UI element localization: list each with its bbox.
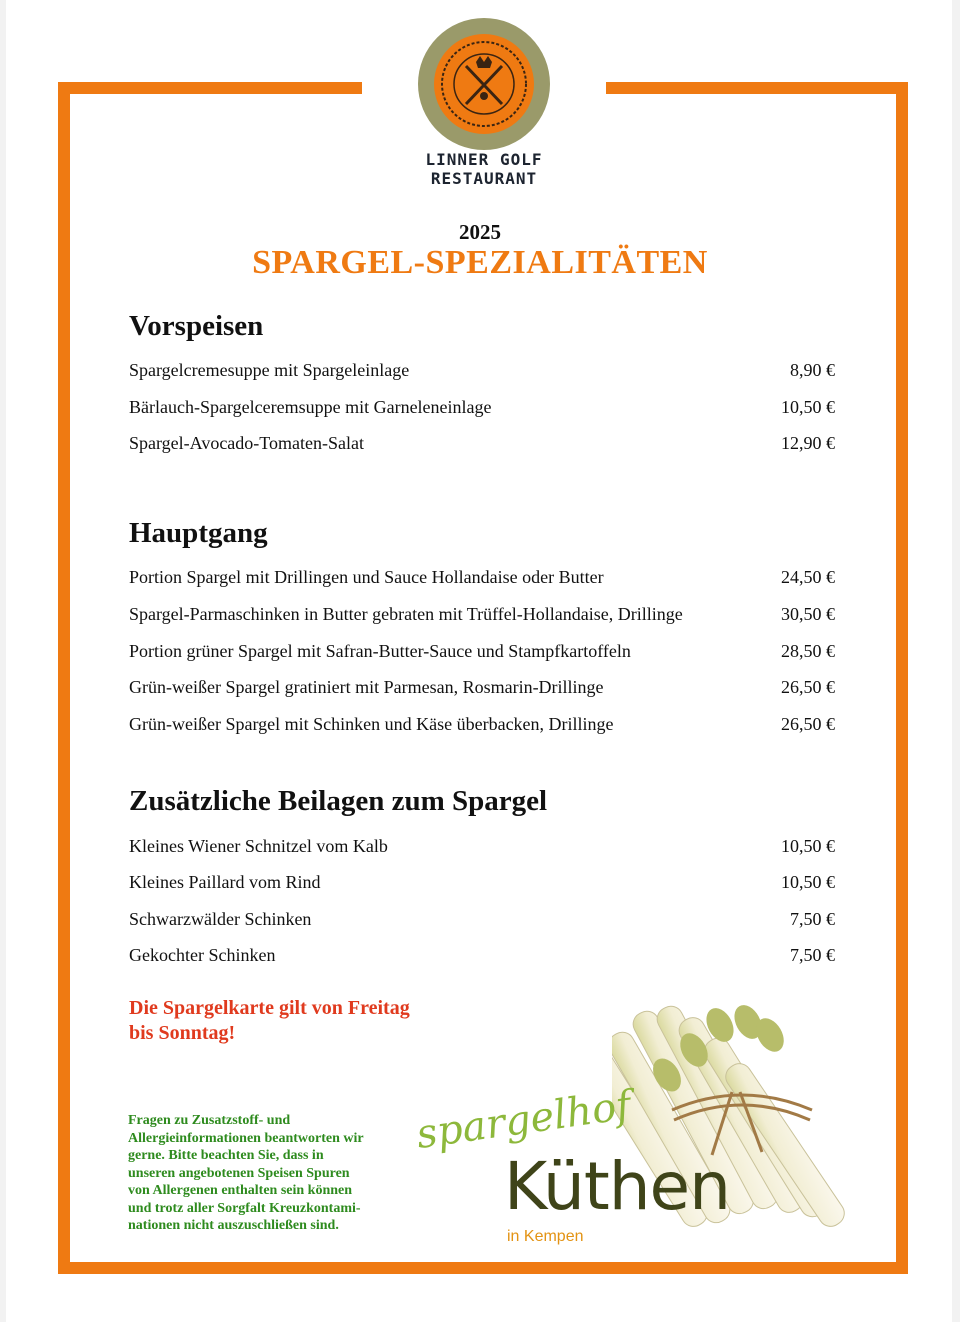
allergy-info <box>128 1112 408 1235</box>
menu-item-name: Spargel-Parmaschinken in Butter gebraten mit Trüffel-Hollandaise, Drillinge <box>129 604 683 624</box>
menu-item-price: 26,50 € <box>781 714 835 734</box>
allergy-line: Fragen zu Zusatzstoff- und <box>128 1113 291 1128</box>
allergy-line: Allergieinformationen beantworten wir <box>128 1130 364 1146</box>
sponsor-location: in Kempen <box>507 1228 584 1245</box>
menu-item-price: 28,50 € <box>781 641 835 661</box>
notice-line-2: bis Sonntag! <box>129 1022 236 1044</box>
menu-item-price: 7,50 € <box>790 945 835 965</box>
menu-item-price: 30,50 € <box>781 604 835 624</box>
section-title-vorspeisen: Vorspeisen <box>129 310 264 342</box>
logo-wordmark <box>380 150 588 188</box>
frame-bottom <box>58 1262 908 1274</box>
availability-notice <box>129 996 489 1046</box>
menu-item-name: Kleines Paillard vom Rind <box>129 872 321 892</box>
golf-clubs-crest-icon <box>418 18 550 150</box>
menu-item-price: 10,50 € <box>781 836 835 856</box>
menu-item-name: Portion grüner Spargel mit Safran-Butter-Sauce und Stampfkartoffeln <box>129 641 631 661</box>
menu-item-name: Portion Spargel mit Drillingen und Sauce Hollandaise oder Butter <box>129 567 604 587</box>
frame-top-left <box>58 82 362 94</box>
frame-top-right <box>606 82 908 94</box>
allergy-line: gerne. Bitte beachten Sie, dass in <box>128 1148 324 1163</box>
section-title-hauptgang: Hauptgang <box>129 517 268 549</box>
allergy-line: nationen nicht auszuschließen sind. <box>128 1218 339 1233</box>
sponsor-name: Küthen <box>504 1148 730 1225</box>
menu-item-name: Spargel-Avocado-Tomaten-Salat <box>129 433 364 453</box>
menu-item-price: 8,90 € <box>790 360 835 380</box>
menu-year: 2025 <box>459 220 501 244</box>
frame-right <box>896 82 908 1274</box>
menu-item-price: 10,50 € <box>781 397 835 417</box>
menu-item-name: Kleines Wiener Schnitzel vom Kalb <box>129 836 388 856</box>
menu-item-name: Grün-weißer Spargel gratiniert mit Parmesan, Rosmarin-Drillinge <box>129 677 604 697</box>
menu-title: SPARGEL-SPEZIALITÄTEN <box>252 244 708 281</box>
menu-item-name: Bärlauch-Spargelceremsuppe mit Garneleneinlage <box>129 397 492 417</box>
logo-line-2: RESTAURANT <box>430 169 538 188</box>
notice-line-1: Die Spargelkarte gilt von Freitag <box>129 997 410 1019</box>
sponsor-script: spargelhof <box>413 1082 634 1158</box>
menu-item-name: Spargelcremesuppe mit Spargeleinlage <box>129 360 410 380</box>
menu-item-name: Gekochter Schinken <box>129 945 276 965</box>
menu-item-price: 7,50 € <box>790 909 835 929</box>
menu-item-name: Schwarzwälder Schinken <box>129 909 312 929</box>
menu-item-price: 12,90 € <box>781 433 835 453</box>
logo-line-1: LINNER GOLF <box>425 150 543 169</box>
menu-item-price: 10,50 € <box>781 872 835 892</box>
menu-item-price: 24,50 € <box>781 567 835 587</box>
section-title-beilagen: Zusätzliche Beilagen zum Spargel <box>129 785 548 817</box>
allergy-line: von Allergenen enthalten sein können <box>128 1183 353 1198</box>
menu-item-name: Grün-weißer Spargel mit Schinken und Käse überbacken, Drillinge <box>129 714 614 734</box>
frame-left <box>58 82 70 1274</box>
allergy-line: und trotz aller Sorgfalt Kreuzkontami- <box>128 1200 361 1216</box>
menu-item-price: 26,50 € <box>781 677 835 697</box>
allergy-line: unseren angebotenen Speisen Spuren <box>128 1165 350 1181</box>
